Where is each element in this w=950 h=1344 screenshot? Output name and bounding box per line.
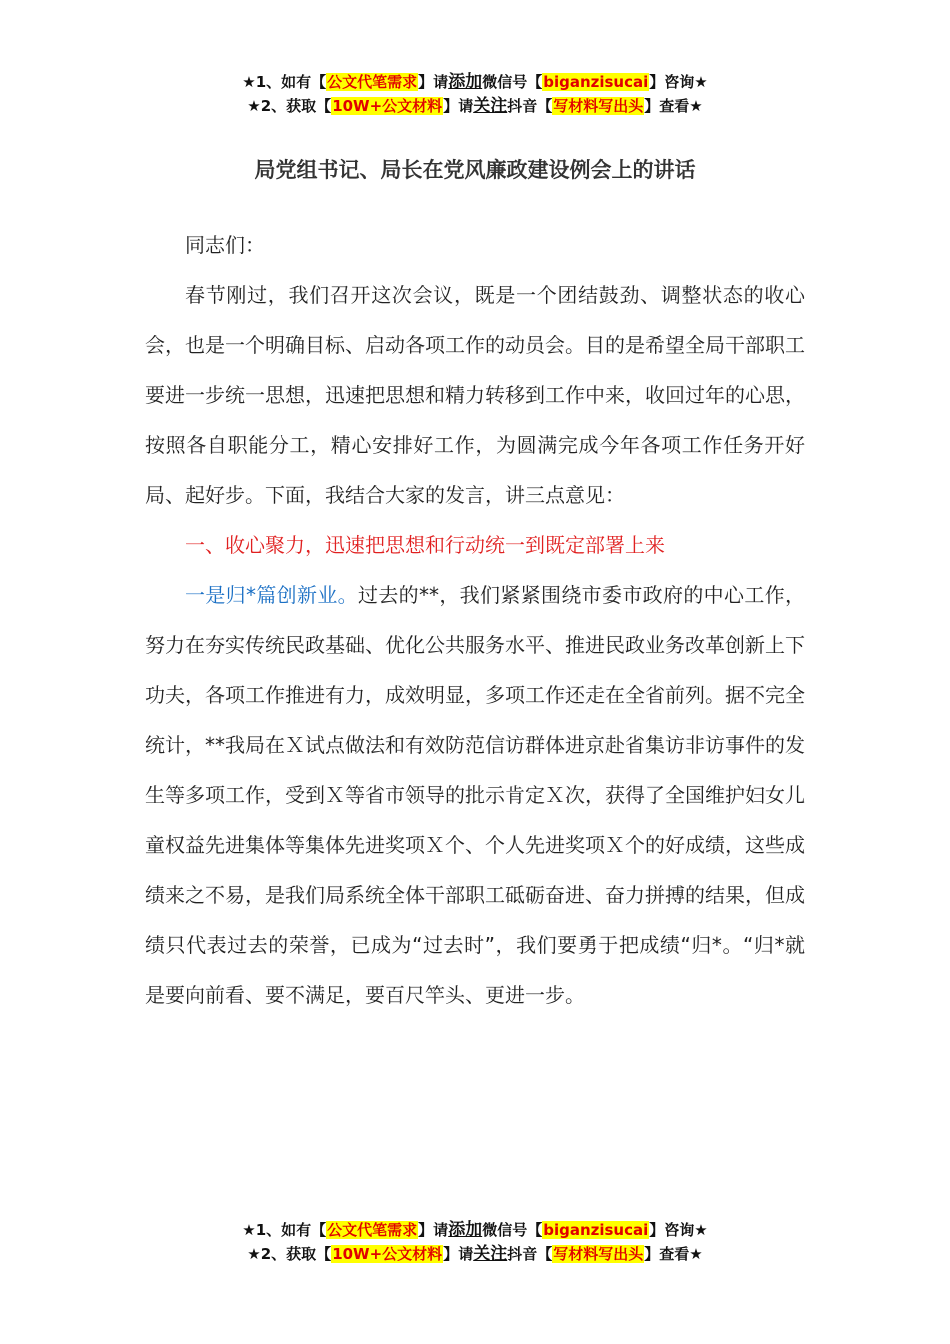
ad-text: 】请 — [418, 73, 449, 91]
ad-text: 】请 — [418, 1221, 449, 1239]
star-icon: ★ — [689, 1245, 703, 1263]
star-icon: ★ — [689, 97, 703, 115]
ad-highlight: 10W+公文材料 — [332, 97, 443, 115]
star-icon: ★ — [247, 1245, 261, 1263]
paragraph-intro: 春节刚过，我们召开这次会议，既是一个团结鼓劲、调整状态的收心会，也是一个明确目标、启动各项工作的动员会。目的是希望全局干部职工要进一步统一思想，迅速把思想和精力转移到工作中来，收回过年的心思，按照各自职能分工，精心安排好工作，为圆满完成今年各项工作任务开好局、起好步。下面，我结合大家的发言，讲三点意见： — [145, 283, 805, 507]
ad-highlight: 10W+公文材料 — [332, 1245, 443, 1263]
ad-text: 】查看 — [644, 97, 690, 115]
ad-text: 微信号【 — [482, 1221, 543, 1239]
ad-line-2 — [0, 1242, 950, 1266]
ad-text: 】咨询 — [649, 73, 695, 91]
sub-point-lead: 一是归*篇创新业。 — [185, 583, 358, 607]
document-body — [145, 220, 805, 1020]
ad-text: 2、获取【 — [260, 97, 332, 115]
ad-banner-bottom — [0, 1218, 950, 1266]
star-icon: ★ — [694, 1221, 708, 1239]
ad-text: 】咨询 — [649, 1221, 695, 1239]
ad-line-2 — [0, 94, 950, 118]
ad-text: 1、如有【 — [255, 73, 327, 91]
ad-banner-top — [0, 70, 950, 118]
ad-text: 】查看 — [644, 1245, 690, 1263]
section-heading-1: 一、收心聚力，迅速把思想和行动统一到既定部署上来 — [185, 533, 665, 557]
star-icon: ★ — [242, 73, 256, 91]
ad-highlight: 公文代笔需求 — [327, 1221, 418, 1239]
ad-line-1 — [0, 70, 950, 94]
ad-text: 1、如有【 — [255, 1221, 327, 1239]
ad-emphasis: 关注 — [473, 96, 508, 116]
ad-highlight-douyin: 写材料写出头 — [553, 1245, 644, 1263]
ad-line-1 — [0, 1218, 950, 1242]
ad-highlight: 公文代笔需求 — [327, 73, 418, 91]
ad-text: 微信号【 — [482, 73, 543, 91]
ad-text: 2、获取【 — [260, 1245, 332, 1263]
star-icon: ★ — [242, 1221, 256, 1239]
ad-text: 】请 — [443, 1245, 474, 1263]
ad-highlight-wechat-id: biganzisucai — [543, 1221, 649, 1239]
paragraph-sub1 — [145, 570, 805, 1020]
ad-emphasis: 添加 — [448, 1220, 483, 1240]
ad-highlight-wechat-id: biganzisucai — [543, 73, 649, 91]
ad-text: 抖音【 — [507, 97, 553, 115]
ad-text: 】请 — [443, 97, 474, 115]
star-icon: ★ — [694, 73, 708, 91]
document-title: 局党组书记、局长在党风廉政建设例会上的讲话 — [254, 158, 696, 182]
ad-highlight-douyin: 写材料写出头 — [553, 97, 644, 115]
star-icon: ★ — [247, 97, 261, 115]
sub-point-body: 过去的**，我们紧紧围绕市委市政府的中心工作，努力在夯实传统民政基础、优化公共服务水平、推进民政业务改革创新上下功夫，各项工作推进有力，成效明显，多项工作还走在全省前列。据不完全统计，**我局在Ｘ试点做法和有效防范信访群体进京赴省集访非访事件的发生等多项工作，受到Ｘ等省市领导的批示肯定Ｘ次，获得了全国维护妇女儿童权益先进集体等集体先进奖项Ｘ个、个人先进奖项Ｘ个的好成绩，这些成绩来之不易，是我们局系统全体干部职工砥砺奋进、奋力拼搏的结果，但成绩只代表过去的荣誉，已成为“过去时”，我们要勇于把成绩“归*。“归*就是要向前看、要不满足，要百尺竿头、更进一步。 — [145, 583, 805, 1007]
ad-emphasis: 添加 — [448, 72, 483, 92]
salutation: 同志们： — [185, 233, 265, 257]
ad-text: 抖音【 — [507, 1245, 553, 1263]
ad-emphasis: 关注 — [473, 1244, 508, 1264]
